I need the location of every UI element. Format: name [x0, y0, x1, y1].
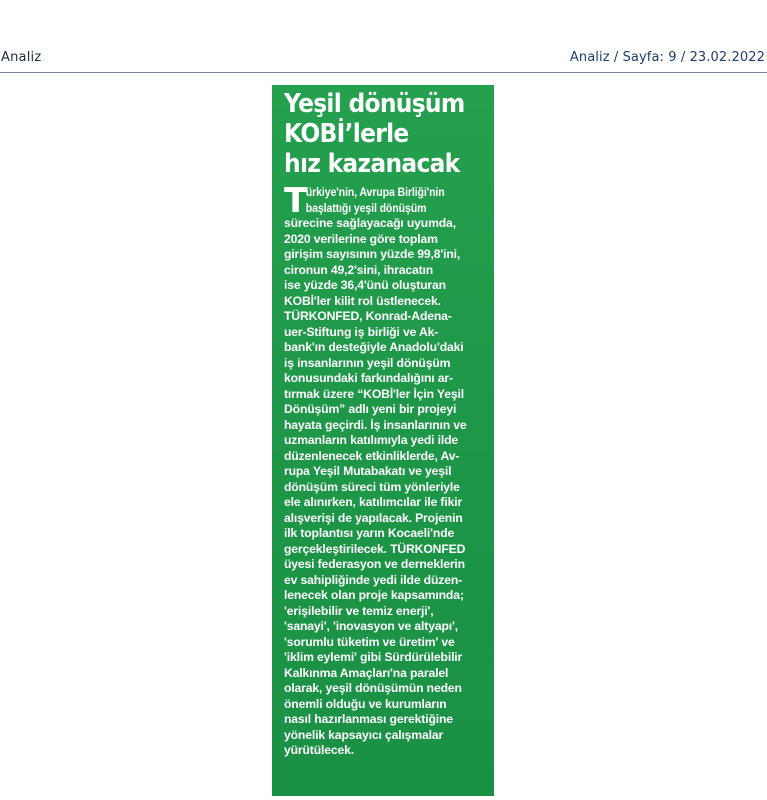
- body-line: yönelik kapsayıcı çalışmalar: [284, 727, 444, 742]
- body-line: ele alınırken, katılımcılar ile fikir: [284, 495, 463, 509]
- body-line: ev sahipliğinde yedi ilde düzen-: [284, 572, 463, 587]
- body-line: üyesi federasyon ve derneklerin: [284, 557, 465, 571]
- body-line: gerçekleştirilecek. TÜRKONFED: [284, 541, 466, 556]
- body-line: ise yüzde 36,4'ünü oluşturan: [284, 278, 446, 292]
- body-line: bank'ın desteğiyle Anadolu'daki: [284, 340, 464, 354]
- body-line: alışverişi de yapılacak. Projenin: [284, 510, 463, 525]
- body-line: iş insanlarının yeşil dönüşüm: [284, 355, 451, 370]
- body-line: tırmak üzere “KOBİ'ler İçin Yeşil: [284, 386, 464, 401]
- body-line: dönüşüm süreci tüm yönleriyle: [284, 479, 460, 494]
- body-line: cironun 49,2'sini, ihracatın: [284, 262, 434, 277]
- news-clipping: [272, 85, 494, 796]
- drop-cap: T: [284, 181, 308, 221]
- body-line: 'sanayi', 'inovasyon ve altyapı',: [284, 619, 458, 633]
- body-line: nasıl hazırlanması gerektiğine: [284, 712, 453, 726]
- body-line: sürecine sağlayacağı uyumda,: [284, 216, 456, 230]
- body-line: 2020 verilerine göre toplam: [284, 231, 438, 246]
- header-divider: [0, 72, 767, 73]
- publication-name: Analiz: [1, 50, 42, 65]
- body-line: Dönüşüm” adlı yeni bir projeyi: [284, 402, 457, 416]
- body-line: 'sorumlu tüketim ve üretim' ve: [284, 634, 455, 649]
- body-line: yürütülecek.: [284, 743, 354, 757]
- body-line: girişim sayısının yüzde 99,8'ini,: [284, 247, 461, 261]
- body-line: 'erişilebilir ve temiz enerji',: [284, 603, 434, 618]
- body-line: uzmanların katılımıyla yedi ilde: [284, 433, 459, 447]
- headline-line: hız kazanacak: [284, 149, 460, 179]
- page-info: Analiz / Sayfa: 9 / 23.02.2022: [569, 50, 765, 65]
- body-line: TÜRKONFED, Konrad-Adena-: [284, 309, 452, 323]
- body-line: 'iklim eylemi' gibi Sürdürülebilir: [284, 650, 463, 664]
- body-line: hayata geçirdi. İş insanlarının ve: [284, 417, 467, 432]
- body-line: ilk toplantısı yarın Kocaeli'nde: [284, 526, 455, 540]
- article-body: [284, 181, 484, 759]
- body-line: olarak, yeşil dönüşümün neden: [284, 681, 462, 695]
- body-line: uer-Stiftung iş birliği ve Ak-: [284, 324, 439, 339]
- body-line: lenecek olan proje kapsamında;: [284, 588, 464, 602]
- body-line: önemli olduğu ve kurumların: [284, 696, 447, 711]
- body-line: rupa Yeşil Mutabakatı ve yeşil: [284, 464, 452, 478]
- body-line: başlattığı yeşil dönüşüm: [305, 200, 427, 215]
- article-headline: [284, 89, 464, 179]
- body-line: Kalkınma Amaçları'na paralel: [284, 665, 449, 680]
- body-line: KOBİ'ler kilit rol üstlenecek.: [284, 293, 441, 308]
- headline-line: KOBİ’lerle: [284, 119, 409, 149]
- body-line: ürkiye'nin, Avrupa Birliği'nin: [305, 185, 445, 199]
- headline-line: Yeşil dönüşüm: [284, 89, 465, 119]
- body-line: konusundaki farkındalığını ar-: [284, 371, 453, 385]
- body-line: düzenlenecek etkinliklerde, Av-: [284, 448, 460, 463]
